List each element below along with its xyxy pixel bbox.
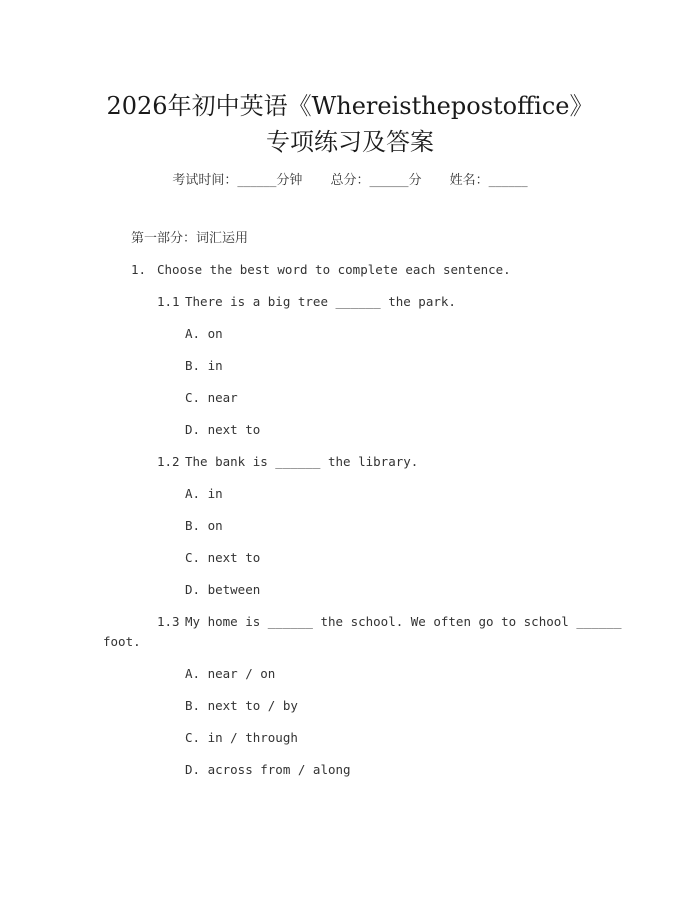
option-item: A. on <box>185 326 223 341</box>
section-heading: 第一部分：词汇运用 <box>131 231 249 246</box>
subquestion-text: My home is ______ the school. We often go to school ______ <box>185 614 622 629</box>
option-item: C. near <box>185 390 238 405</box>
option-item: C. next to <box>185 550 261 565</box>
exam-score-field: 总分：______分 <box>330 173 422 188</box>
option-item: D. across from / along <box>185 762 351 777</box>
option-item: B. next to / by <box>185 698 298 713</box>
subquestion-text-continuation: foot. <box>103 634 141 649</box>
subquestion-label: 1.3 <box>157 614 180 629</box>
document-title-line1: 2026年初中英语《Whereisthepostoffice》 <box>106 92 594 120</box>
question-prompt: Choose the best word to complete each sentence. <box>157 262 511 277</box>
option-item: D. next to <box>185 422 261 437</box>
option-item: D. between <box>185 582 261 597</box>
subquestion-text: There is a big tree ______ the park. <box>185 294 456 309</box>
option-item: C. in / through <box>185 730 298 745</box>
question-number: 1. <box>131 262 147 277</box>
exam-time-field: 考试时间：______分钟 <box>172 173 303 188</box>
student-name-field: 姓名：______ <box>449 173 528 188</box>
option-item: A. near / on <box>185 666 276 681</box>
subquestion-text: The bank is ______ the library. <box>185 454 419 469</box>
option-item: A. in <box>185 486 223 501</box>
subquestion-label: 1.1 <box>157 294 180 309</box>
exam-info-row <box>0 169 700 188</box>
document-title-line2: 专项练习及答案 <box>266 128 434 156</box>
option-item: B. in <box>185 358 223 373</box>
subquestion-label: 1.2 <box>157 454 180 469</box>
option-item: B. on <box>185 518 223 533</box>
